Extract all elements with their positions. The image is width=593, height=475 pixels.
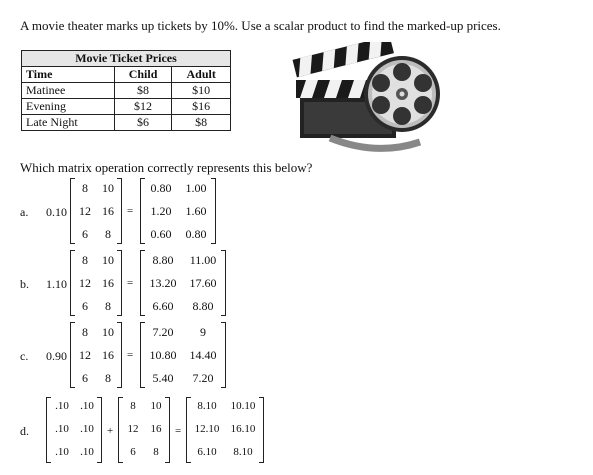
matrix-cell: 8.80: [152, 253, 174, 267]
plus-sign: +: [107, 425, 114, 437]
matrix-cell: 10: [102, 181, 114, 195]
option-d-price-matrix: [118, 397, 170, 463]
problem-prompt: A movie theater marks up tickets by 10%. Use a scalar product to find the marked-up prices.: [20, 18, 501, 33]
matrix-cell: 1.60: [185, 204, 207, 218]
equals-sign: =: [127, 277, 134, 289]
matrix-cell: 7.20: [192, 371, 214, 385]
matrix-cell: 8: [105, 227, 111, 241]
matrix-cell: 6.10: [197, 446, 217, 458]
matrix-cell: 8.80: [192, 299, 214, 313]
matrix-cell: 17.60: [189, 276, 217, 290]
matrix-cell: 12.10: [194, 423, 220, 435]
option-b-letter[interactable]: b.: [20, 277, 29, 291]
matrix-cell: 8.10: [233, 446, 253, 458]
table-title: Movie Ticket Prices: [22, 51, 231, 67]
table-row: [22, 99, 231, 115]
matrix-cell: 8: [82, 325, 88, 339]
matrix-cell: 16: [102, 348, 114, 362]
option-a-price-matrix: [70, 178, 122, 244]
row-time: Late Night: [22, 115, 115, 131]
header-adult: Adult: [172, 67, 231, 83]
row-time: Evening: [22, 99, 115, 115]
matrix-cell: 0.60: [150, 227, 172, 241]
matrix-cell: 6: [82, 227, 88, 241]
matrix-cell: 12: [79, 276, 91, 290]
equals-sign: =: [127, 349, 134, 361]
matrix-cell: 6.60: [152, 299, 174, 313]
matrix-cell: .10: [55, 446, 69, 458]
row-child-price: $8: [114, 83, 172, 99]
option-b-scalar: 1.10: [46, 277, 67, 291]
matrix-cell: 9: [200, 325, 206, 339]
matrix-cell: 1.00: [185, 181, 207, 195]
row-adult-price: $8: [172, 115, 231, 131]
table-row: [22, 83, 231, 99]
option-b-result-matrix: [140, 250, 226, 316]
matrix-cell: 12: [79, 204, 91, 218]
header-time: Time: [22, 67, 115, 83]
matrix-cell: 5.40: [152, 371, 174, 385]
option-c-scalar: 0.90: [46, 349, 67, 363]
ticket-price-table: [21, 50, 231, 131]
matrix-cell: 8: [105, 299, 111, 313]
matrix-cell: 10.80: [149, 348, 177, 362]
matrix-cell: 13.20: [149, 276, 177, 290]
matrix-cell: .10: [55, 423, 69, 435]
matrix-cell: 16: [102, 204, 114, 218]
matrix-cell: .10: [55, 400, 69, 412]
matrix-cell: 8.10: [197, 400, 217, 412]
matrix-cell: 16: [150, 423, 162, 435]
option-d-letter[interactable]: d.: [20, 424, 29, 438]
matrix-cell: 10.10: [230, 400, 256, 412]
matrix-cell: 1.20: [150, 204, 172, 218]
option-b-price-matrix: [70, 250, 122, 316]
option-d-result-matrix: [186, 397, 264, 463]
matrix-cell: 7.20: [152, 325, 174, 339]
matrix-cell: 16: [102, 276, 114, 290]
question-text: Which matrix operation correctly represents this below?: [20, 160, 313, 175]
matrix-cell: 8: [105, 371, 111, 385]
matrix-cell: 0.80: [185, 227, 207, 241]
row-adult-price: $16: [172, 99, 231, 115]
matrix-cell: 0.80: [150, 181, 172, 195]
matrix-cell: 10: [102, 253, 114, 267]
option-c-letter[interactable]: c.: [20, 349, 29, 363]
matrix-cell: .10: [80, 400, 94, 412]
option-a-scalar: 0.10: [46, 205, 67, 219]
matrix-cell: 8: [82, 253, 88, 267]
row-child-price: $6: [114, 115, 172, 131]
film-clapperboard-and-reel-icon: [290, 42, 450, 152]
equals-sign: =: [175, 425, 182, 437]
option-a-result-matrix: [140, 178, 216, 244]
matrix-cell: 10: [150, 400, 162, 412]
matrix-cell: 11.00: [189, 253, 217, 267]
header-child: Child: [114, 67, 172, 83]
matrix-cell: 12: [79, 348, 91, 362]
matrix-cell: 8: [82, 181, 88, 195]
option-c-price-matrix: [70, 322, 122, 388]
row-adult-price: $10: [172, 83, 231, 99]
matrix-cell: .10: [80, 446, 94, 458]
matrix-cell: 6: [82, 371, 88, 385]
matrix-cell: 8: [153, 446, 159, 458]
matrix-cell: 14.40: [189, 348, 217, 362]
table-row: [22, 115, 231, 131]
matrix-cell: 6: [130, 446, 136, 458]
matrix-cell: 10: [102, 325, 114, 339]
matrix-cell: 12: [127, 423, 139, 435]
equals-sign: =: [127, 205, 134, 217]
row-time: Matinee: [22, 83, 115, 99]
option-d-markup-matrix: [46, 397, 102, 463]
matrix-cell: 6: [82, 299, 88, 313]
row-child-price: $12: [114, 99, 172, 115]
matrix-cell: 8: [130, 400, 136, 412]
option-a-letter[interactable]: a.: [20, 205, 29, 219]
matrix-cell: 16.10: [230, 423, 256, 435]
option-c-result-matrix: [140, 322, 226, 388]
matrix-cell: .10: [80, 423, 94, 435]
